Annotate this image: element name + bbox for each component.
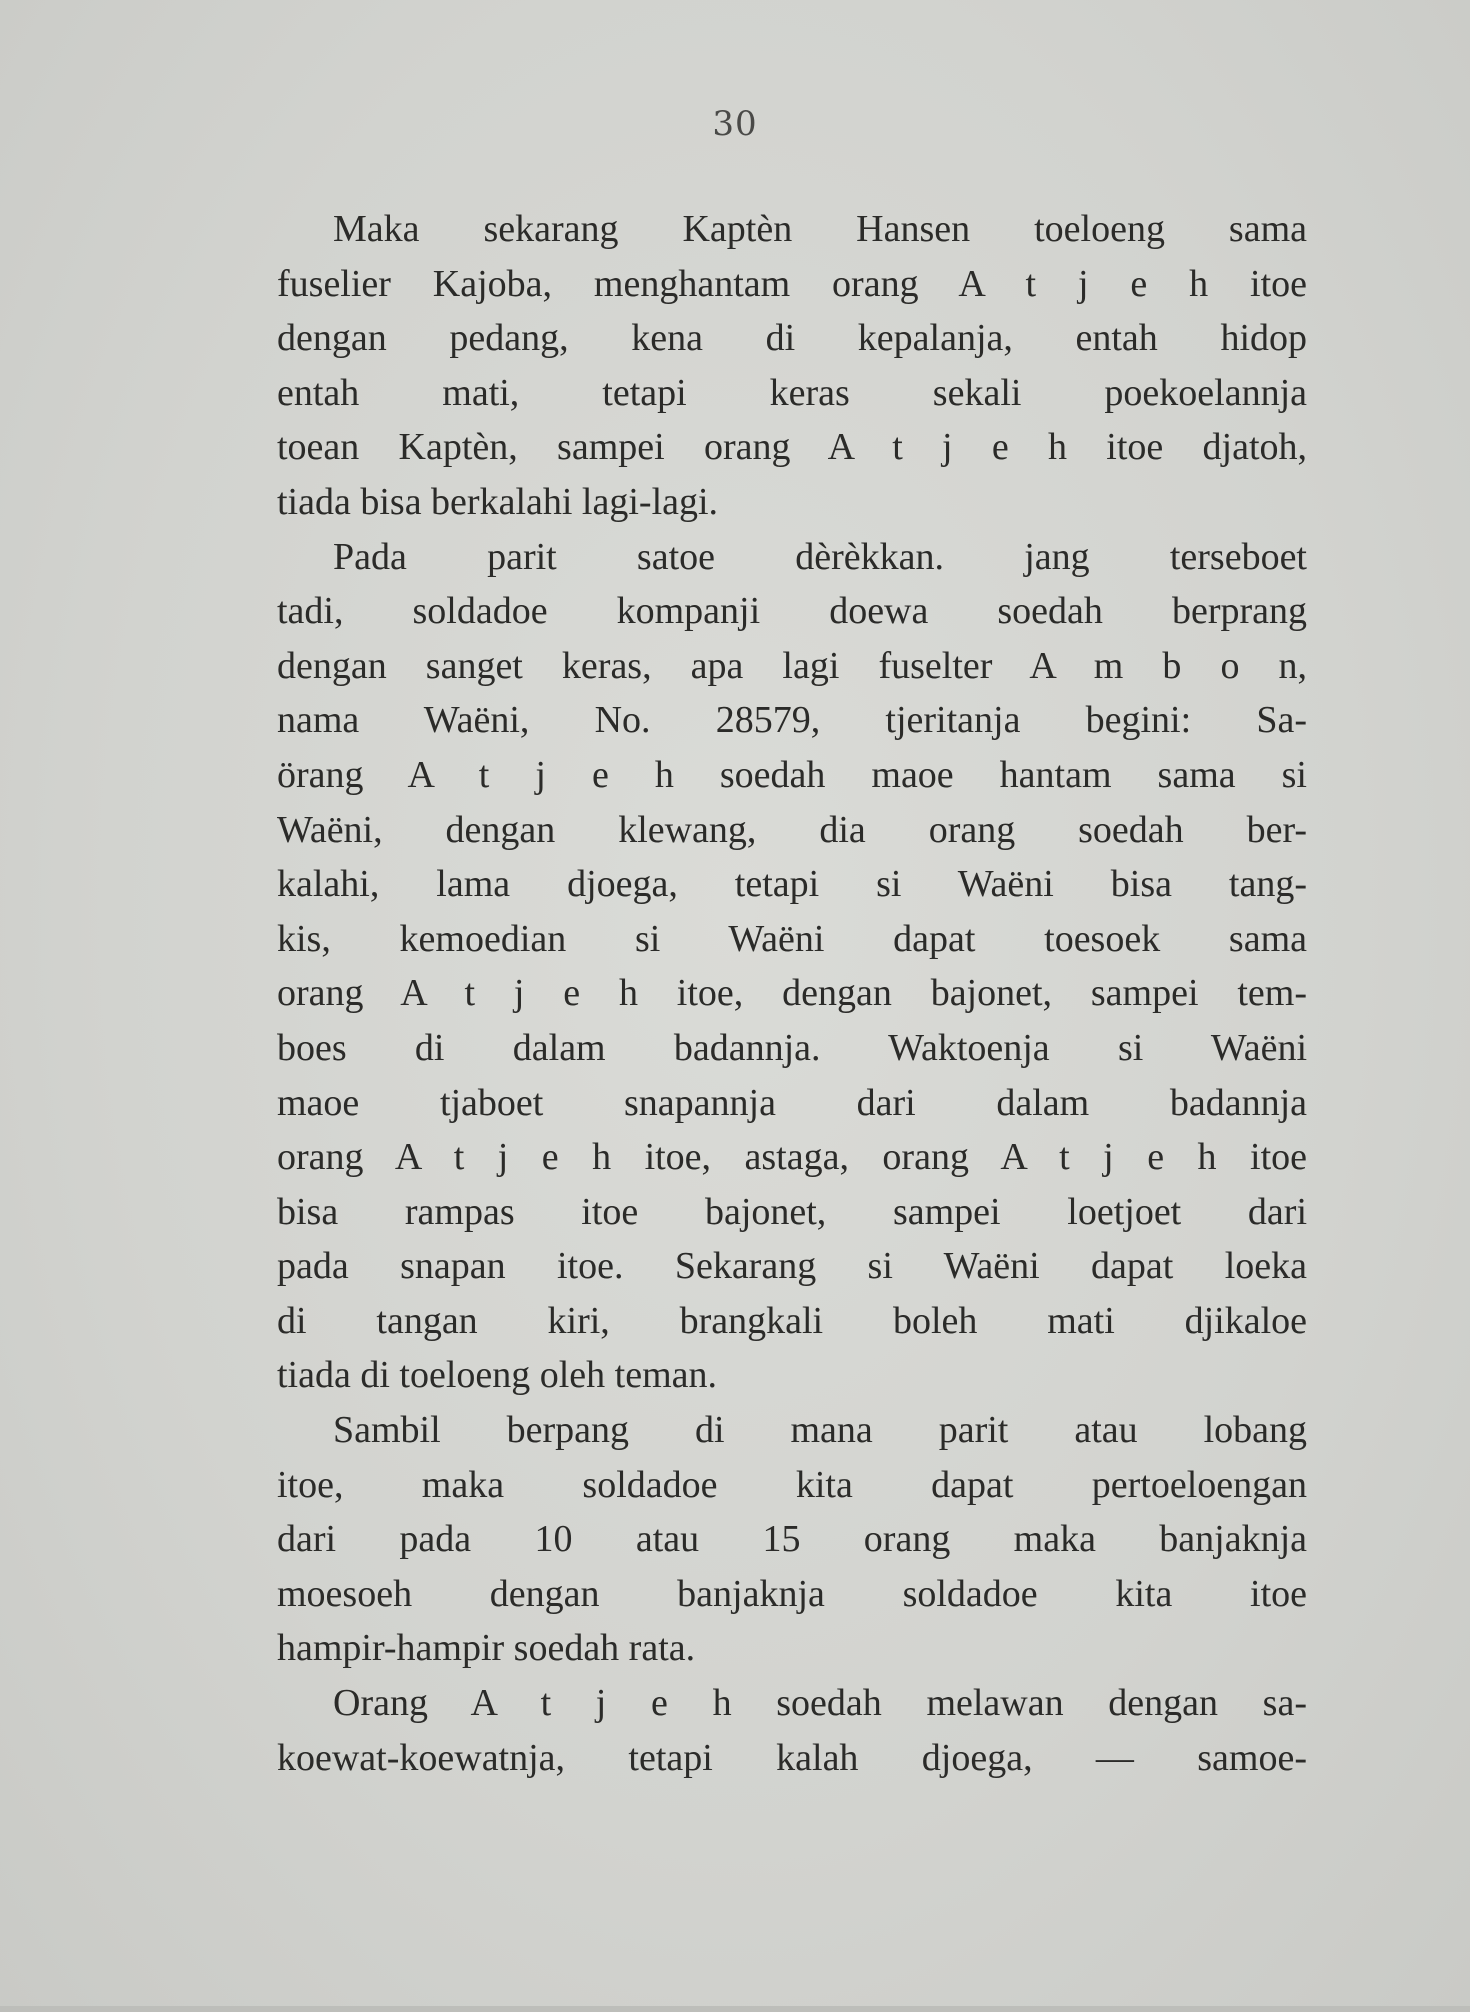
page-number: 30 (712, 104, 758, 144)
text-line: Waëni, dengan klewang, dia orang soedah ber- (277, 808, 1307, 851)
text-line: kis, kemoedian si Waëni dapat toesoek sama (277, 917, 1307, 960)
text-line: boes di dalam badannja. Waktoenja si Waëni (277, 1026, 1307, 1069)
text-line: koewat-koewatnja, tetapi kalah djoega, — samoe- (277, 1736, 1307, 1779)
text-line: dari pada 10 atau 15 orang maka banjaknja (277, 1518, 1307, 1561)
text-line: orang A t j e h itoe, dengan bajonet, sampei tem- (277, 972, 1307, 1015)
text-line: dengan sanget keras, apa lagi fuselter A m b o n, (277, 644, 1307, 687)
text-line: tiada bisa berkalahi lagi-lagi. (277, 480, 719, 523)
text-line: moesoeh dengan banjaknja soldadoe kita itoe (277, 1572, 1307, 1615)
text-line: örang A t j e h soedah maoe hantam sama si (277, 753, 1307, 796)
text-line: nama Waëni, No. 28579, tjeritanja begini: Sa- (277, 699, 1307, 742)
text-line: entah mati, tetapi keras sekali poekoelannja (277, 371, 1307, 414)
text-line: dengan pedang, kena di kepalanja, entah hidop (277, 317, 1307, 360)
text-line: hampir-hampir soedah rata. (277, 1627, 696, 1670)
text-line: orang A t j e h itoe, astaga, orang A t j e h itoe (277, 1136, 1307, 1179)
text-line: maoe tjaboet snapannja dari dalam badannja (277, 1081, 1307, 1124)
body-text (277, 202, 1307, 1785)
text-line: Maka sekarang Kaptèn Hansen toeloeng sama (333, 208, 1307, 250)
text-line: tiada di toeloeng oleh teman. (277, 1354, 718, 1397)
text-line: kalahi, lama djoega, tetapi si Waëni bisa tang- (277, 863, 1307, 906)
text-line: Pada parit satoe dèrèkkan. jang terseboet (333, 535, 1307, 578)
text-line: itoe, maka soldadoe kita dapat pertoeloengan (277, 1463, 1307, 1506)
text-line: fuselier Kajoba, menghantam orang A t j e h itoe (277, 262, 1307, 305)
text-line: di tangan kiri, brangkali boleh mati djikaloe (277, 1299, 1307, 1342)
page-bottom-edge (0, 2006, 1470, 2012)
text-line: Orang A t j e h soedah melawan dengan sa- (333, 1682, 1307, 1725)
text-line: Sambil berpang di mana parit atau lobang (333, 1409, 1307, 1452)
text-line: tadi, soldadoe kompanji doewa soedah berprang (277, 590, 1307, 633)
text-line: pada snapan itoe. Sekarang si Waëni dapat loeka (277, 1245, 1307, 1288)
text-line: bisa rampas itoe bajonet, sampei loetjoet dari (277, 1190, 1307, 1233)
text-line: toean Kaptèn, sampei orang A t j e h itoe djatoh, (277, 426, 1307, 469)
